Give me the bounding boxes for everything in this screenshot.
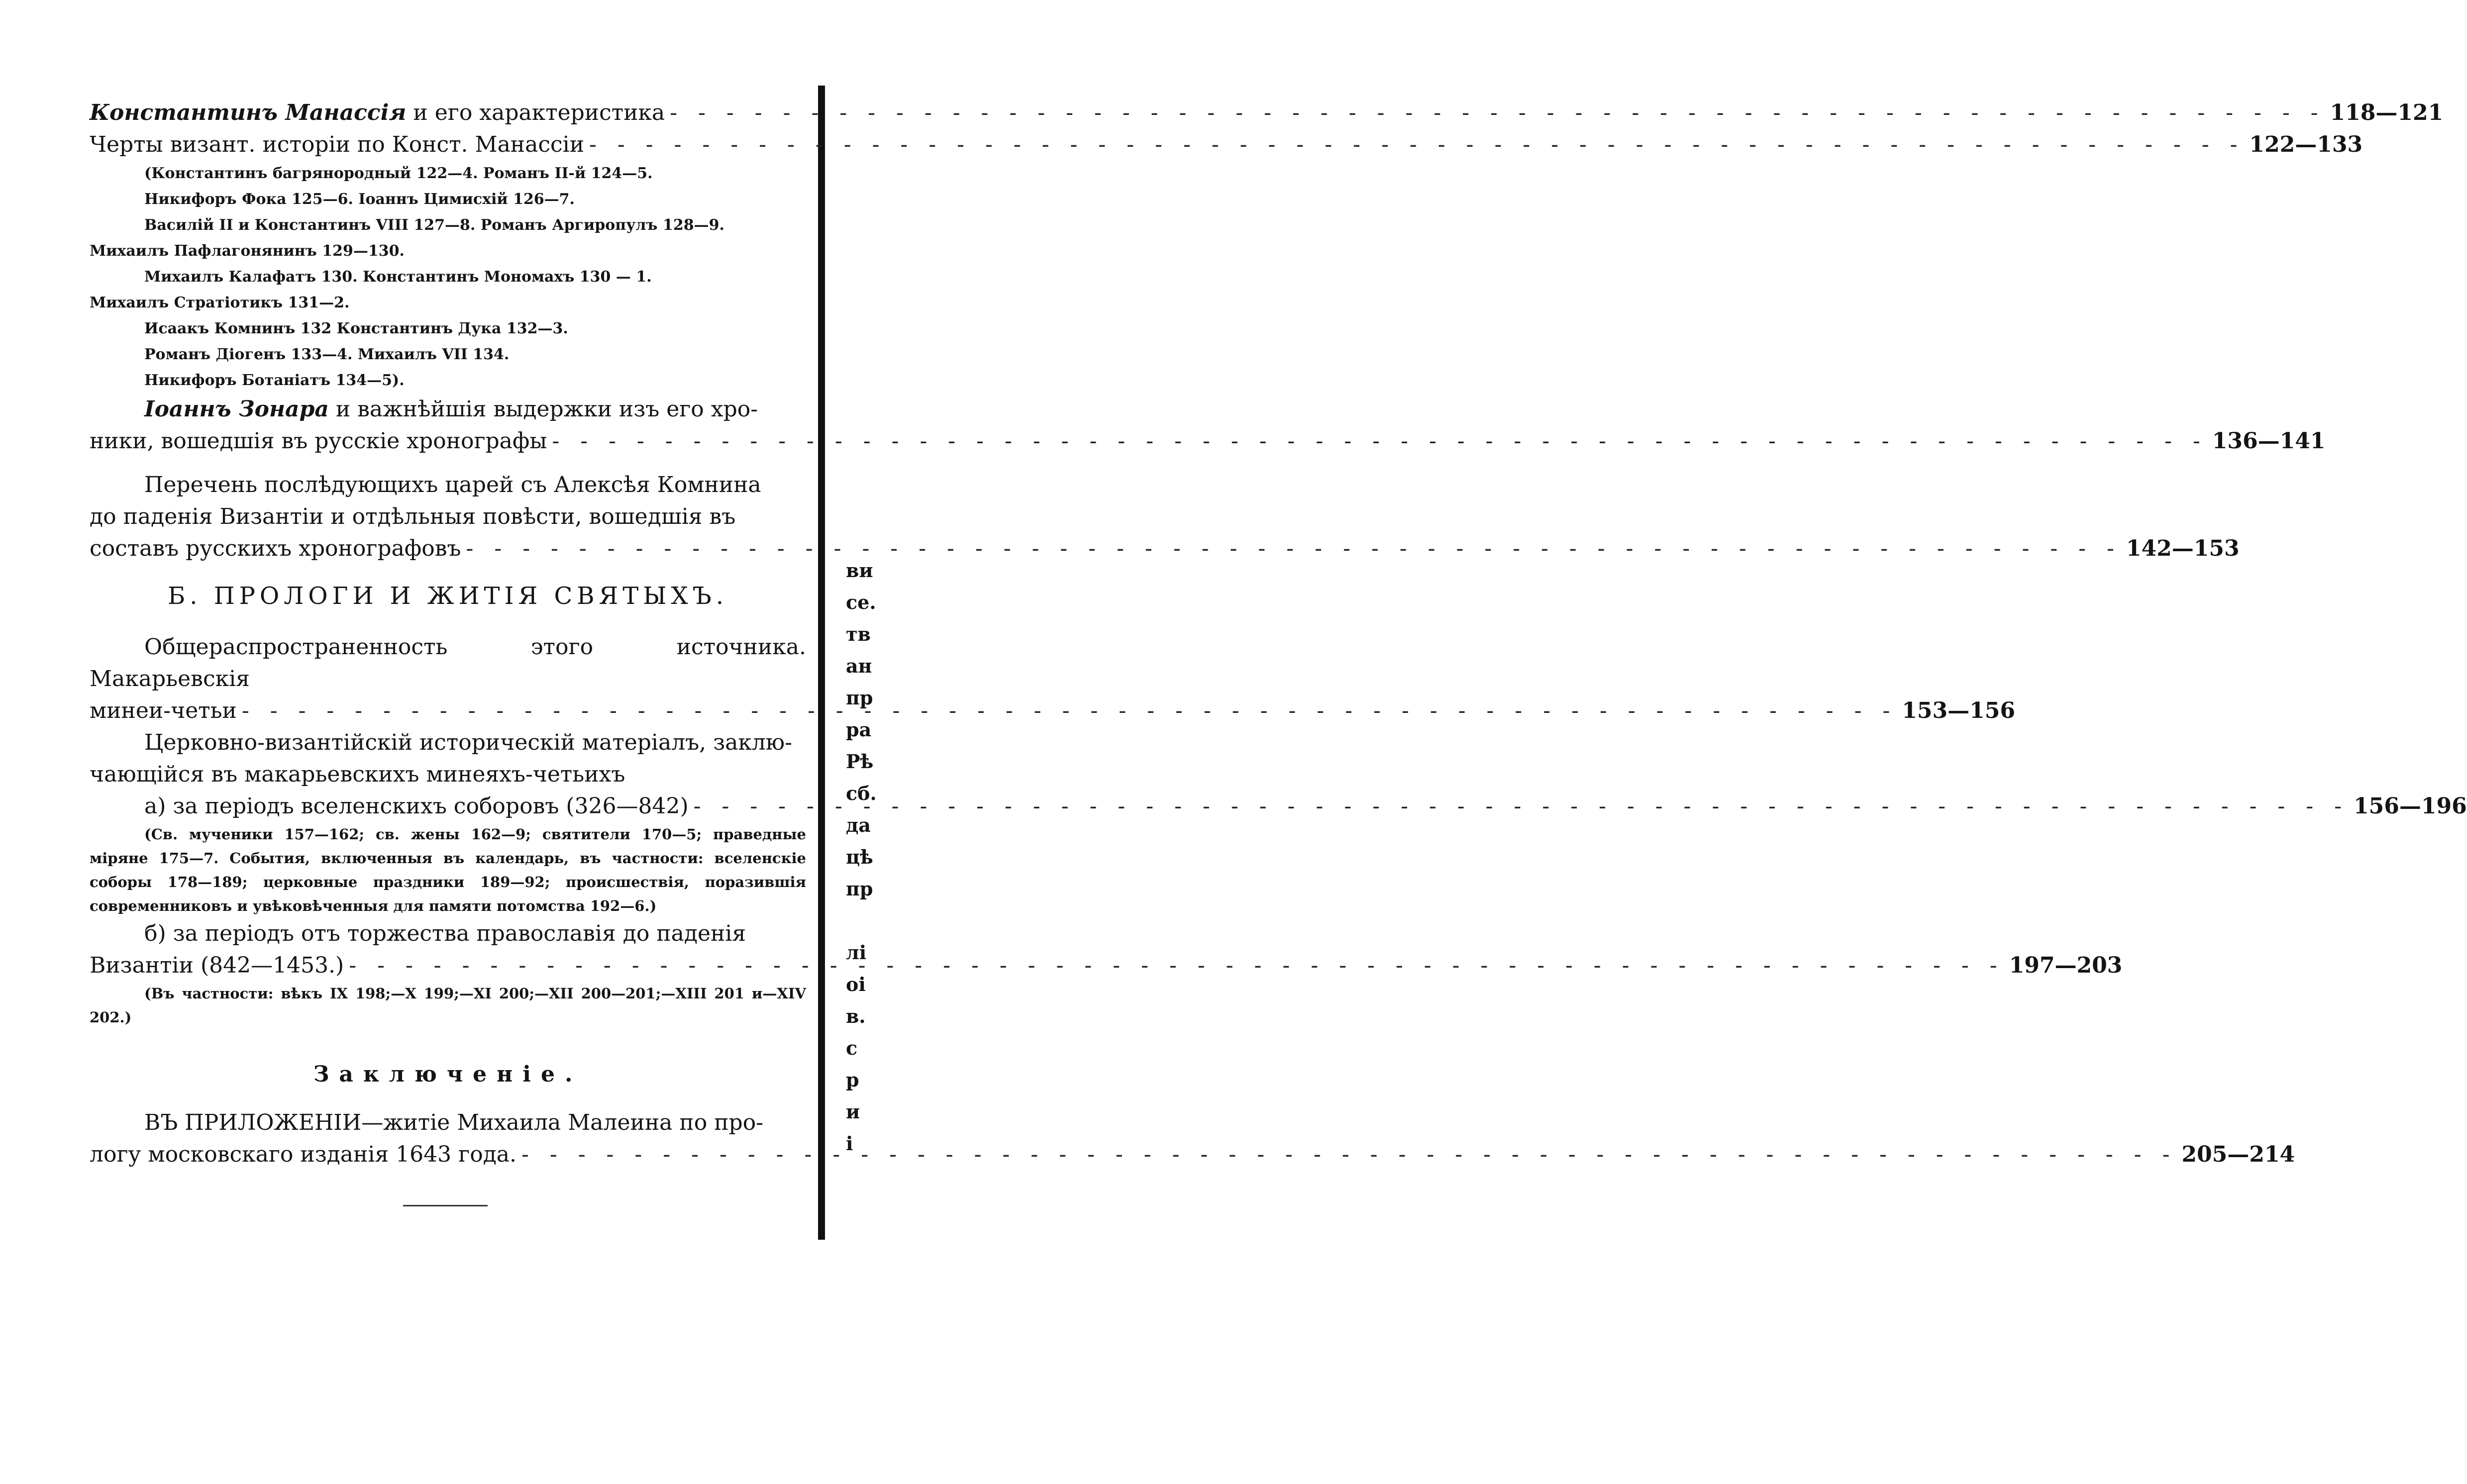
- sublist-line: Никифоръ Ботаніатъ 134—5).: [144, 372, 405, 389]
- page-range: 205—214: [2181, 1142, 2295, 1167]
- fragment: ан: [846, 655, 872, 677]
- sublist-line: Михаилъ Стратіотикъ 131—2.: [90, 294, 350, 311]
- fragment: ви: [846, 559, 873, 582]
- fragment: [846, 905, 906, 937]
- dot-leader: [689, 791, 2354, 822]
- conclusion-heading: Заключеніе.: [313, 1062, 583, 1087]
- fragment: р: [846, 1069, 859, 1091]
- sublist-line: Михаилъ Калафатъ 130. Константинъ Мономахъ 130 — 1.: [144, 268, 652, 286]
- entry-title: Общераспространенность этого источника. Макарьевскія: [90, 634, 806, 692]
- entry-title: Черты визант. исторіи по Конст. Манассіи: [90, 132, 585, 157]
- toc-entry-manasses: [90, 97, 2444, 129]
- fragment: цѣ: [846, 846, 873, 868]
- entry-title: Перечень послѣдующихъ царей съ Алексѣя Комнина: [144, 472, 761, 497]
- fragment: пр: [846, 687, 873, 709]
- entry-title: Церковно-византійскій историческій матеріалъ, заклю-: [144, 730, 792, 755]
- entry-title: а) за періодъ вселенскихъ соборовъ (326—842): [144, 793, 689, 819]
- entry-title-cont: чающійся въ макарьевскихъ минеяхъ-четьихъ: [90, 762, 625, 787]
- dot-leader: [547, 425, 2212, 457]
- entry-title: и его характеристика: [406, 100, 665, 125]
- dot-leader: [584, 129, 2249, 161]
- entry-title: б) за періодъ отъ торжества православія до паденія: [144, 921, 746, 946]
- section-heading: Б. ПРОЛОГИ И ЖИТІЯ СВЯТЫХЪ.: [167, 582, 728, 610]
- page-range: 197—203: [2009, 953, 2123, 978]
- fragment: и: [846, 1100, 860, 1123]
- fragment: Рѣ: [846, 750, 874, 773]
- fragment: і: [846, 1132, 853, 1155]
- toc-entry-byzantine-history: [90, 129, 2363, 161]
- entry-author: Іоаннъ Зонара: [144, 396, 329, 422]
- fragment: тв: [846, 623, 871, 645]
- fragment: лі: [846, 941, 867, 964]
- margin-vertical-rule: [818, 86, 825, 1240]
- entry-title-cont: составъ русскихъ хронографовъ: [90, 536, 461, 561]
- facing-page-fragments: [846, 555, 906, 1160]
- entry-author: Константинъ Манассія: [90, 100, 407, 125]
- sublist-line: Романъ Діогенъ 133—4. Михаилъ VII 134.: [144, 346, 510, 363]
- page-range: 136—141: [2212, 428, 2326, 454]
- fragment: да: [846, 814, 871, 836]
- sublist-line: Исаакъ Комнинъ 132 Константинъ Дука 132—3.: [144, 320, 568, 337]
- entry-title: ВЪ ПРИЛОЖЕНІИ—житіе Михаила Малеина по про-: [144, 1110, 764, 1135]
- councils-detail-note: (Св. мученики 157—162; св. жены 162—9; святители 170—5; праведные міряне 175—7. События, включенныя въ календарь, въ частности: вселенскіе соборы 178—189; церковные праздники 189—92; происшествія, поразившія современниковъ и увѣковѣченныя для памяти потомства 192—6.): [90, 826, 806, 914]
- entry-title-cont: до паденія Византіи и отдѣльныя повѣсти, вошедшія въ: [90, 504, 736, 529]
- emperors-sublist: [90, 161, 806, 394]
- entry-title-cont: логу московскаго изданія 1643 года.: [90, 1142, 516, 1167]
- page-range: 142—153: [2126, 536, 2240, 561]
- closing-rule: [403, 1205, 488, 1206]
- page-range: 153—156: [1902, 698, 2015, 723]
- fragment: ра: [846, 718, 872, 741]
- page-range: 122—133: [2249, 132, 2363, 157]
- fragment: в.: [846, 1005, 866, 1027]
- dot-leader: [461, 533, 2126, 565]
- entry-title-cont: Византіи (842—1453.): [90, 953, 344, 978]
- dot-leader: [344, 950, 2009, 982]
- fragment: се.: [846, 591, 876, 613]
- fragment: сб.: [846, 782, 877, 804]
- toc-entry-church-material: [90, 727, 806, 791]
- dot-leader: [665, 97, 2330, 129]
- centuries-detail-note: (Въ частности: вѣкъ IX 198;—X 199;—XI 200;—XII 200—201;—XIII 201 и—XIV 202.): [90, 985, 806, 1026]
- dot-leader: [516, 1139, 2181, 1171]
- dot-leader: [237, 695, 1902, 727]
- entry-title: и важнѣйшія выдержки изъ его хро-: [328, 396, 758, 422]
- sublist-line: Василій II и Константинъ VIII 127—8. Романъ Аргиропулъ 128—9.: [144, 216, 724, 234]
- toc-entry-later-emperors: [90, 469, 2240, 565]
- sublist-line: (Константинъ багрянородный 122—4. Романъ II-й 124—5.: [144, 165, 653, 182]
- page-range: 156—196: [2354, 793, 2467, 819]
- sublist-line: Никифоръ Фока 125—6. Іоаннъ Цимисхій 126—7.: [144, 191, 575, 208]
- toc-entry-zonaras: [90, 394, 2326, 457]
- fragment: с: [846, 1037, 858, 1059]
- sublist-line: Михаилъ Пафлагонянинъ 129—130.: [90, 242, 405, 260]
- toc-entry-appendix: [90, 1107, 2295, 1171]
- entry-title-cont: минеи-четьи: [90, 698, 237, 723]
- fragment: оі: [846, 973, 866, 995]
- fragment: пр: [846, 878, 873, 900]
- entry-title-cont: ники, вошедшія въ русскіе хронографы: [90, 428, 547, 454]
- page-range: 118—121: [2330, 100, 2444, 125]
